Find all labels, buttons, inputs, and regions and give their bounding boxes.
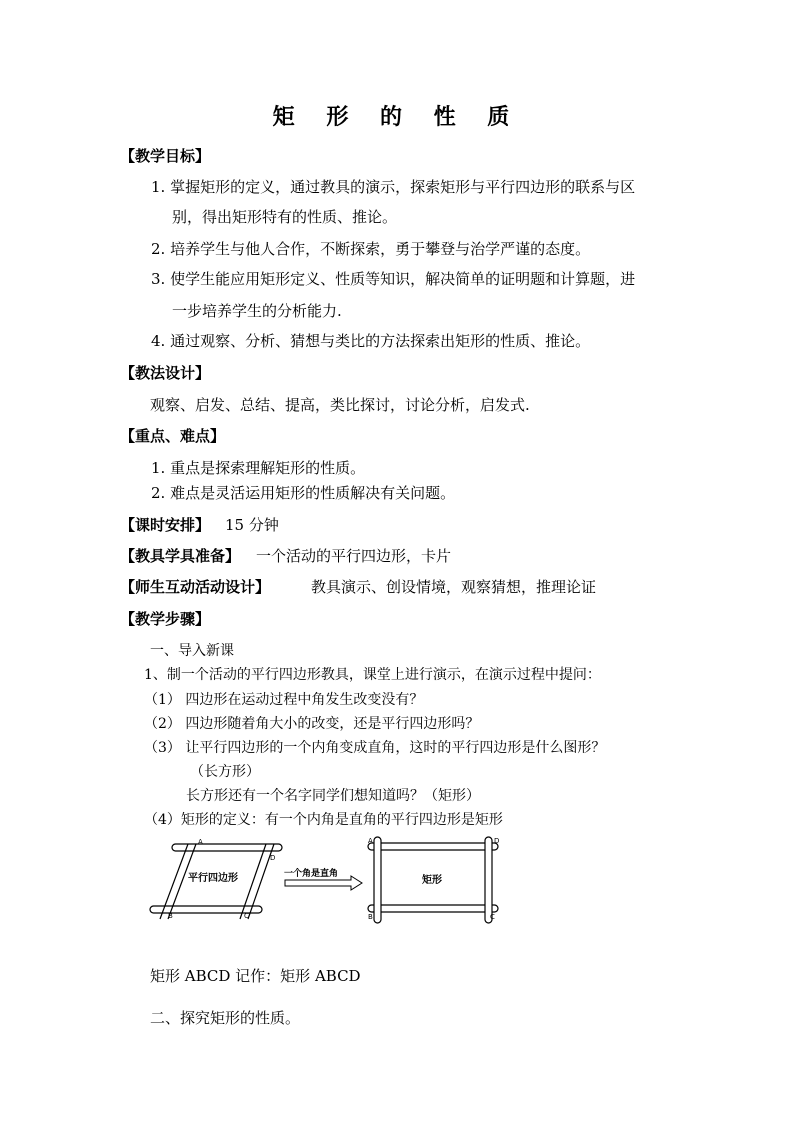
vertex-b-left: B bbox=[168, 912, 173, 920]
arrow-label: 一个角是直角 bbox=[284, 869, 339, 879]
part-2-title: 二、探究矩形的性质。 bbox=[150, 1009, 301, 1027]
method-heading: 【教法设计】 bbox=[120, 364, 211, 382]
page-title: 矩 形 的 性 质 bbox=[272, 105, 522, 130]
rectangle-right-bar bbox=[485, 837, 492, 923]
rectangle-bottom-bar bbox=[368, 905, 498, 912]
tools-text: 一个活动的平行四边形，卡片 bbox=[256, 547, 452, 565]
question-3: （3） 让平行四边形的一个内角变成直角，这时的平行四边形是什么图形？ bbox=[144, 740, 606, 756]
vertex-a-right: A bbox=[368, 837, 373, 845]
interaction-text: 教具演示、创设情境，观察猜想，推理论证 bbox=[311, 578, 597, 596]
key-heading: 【重点、难点】 bbox=[120, 427, 226, 445]
steps-heading: 【教学步骤】 bbox=[120, 610, 211, 628]
goal-item-2: 2. 培养学生与他人合作，不断探索，勇于攀登与治学严谨的态度。 bbox=[151, 240, 591, 258]
parallelogram-to-rectangle-figure bbox=[140, 835, 530, 930]
time-text: 15 分钟 bbox=[225, 516, 279, 534]
parallelogram-label: 平行四边形 bbox=[188, 873, 238, 884]
vertex-c-right: C bbox=[490, 913, 495, 921]
method-text: 观察、启发、总结、提高，类比探讨，讨论分析，启发式. bbox=[150, 396, 530, 414]
question-3-follow: 长方形还有一个名字同学们想知道吗？（矩形） bbox=[186, 788, 480, 804]
tools-heading: 【教具学具准备】 bbox=[120, 547, 241, 565]
goal-item-1-cont: 别，得出矩形特有的性质、推论。 bbox=[172, 208, 398, 226]
vertex-c-left: C bbox=[244, 912, 249, 920]
rectangle-top-bar bbox=[368, 843, 498, 850]
question-4: （4）矩形的定义：有一个内角是直角的平行四边形是矩形 bbox=[144, 812, 503, 828]
key-item-2: 2. 难点是灵活运用矩形的性质解决有关问题。 bbox=[151, 484, 456, 502]
notation-text: 矩形 ABCD 记作：矩形 ABCD bbox=[150, 967, 361, 985]
vertex-d-right: D bbox=[494, 837, 500, 845]
question-1: （1） 四边形在运动过程中角发生改变没有？ bbox=[144, 692, 424, 708]
answer-3: （长方形） bbox=[190, 764, 260, 780]
time-heading: 【课时安排】 bbox=[120, 516, 211, 534]
key-item-1: 1. 重点是探索理解矩形的性质。 bbox=[151, 459, 366, 477]
vertex-a-left: A bbox=[198, 838, 203, 846]
vertex-b-right: B bbox=[368, 913, 373, 921]
rectangle-label: 矩形 bbox=[422, 875, 442, 886]
goal-item-1: 1. 掌握矩形的定义，通过教具的演示，探索矩形与平行四边形的联系与区 bbox=[151, 178, 636, 196]
part-1-title: 一、导入新课 bbox=[150, 643, 234, 659]
question-2: （2） 四边形随着角大小的改变，还是平行四边形吗？ bbox=[144, 716, 480, 732]
goals-heading: 【教学目标】 bbox=[120, 147, 211, 165]
goal-item-4: 4. 通过观察、分析、猜想与类比的方法探索出矩形的性质、推论。 bbox=[151, 332, 591, 350]
goal-item-3-cont: 一步培养学生的分析能力. bbox=[172, 302, 342, 320]
interaction-heading: 【师生互动活动设计】 bbox=[120, 578, 271, 596]
step-1: 1、制一个活动的平行四边形教具，课堂上进行演示，在演示过程中提问： bbox=[144, 667, 601, 683]
rectangle-left-bar bbox=[374, 837, 381, 923]
goal-item-3: 3. 使学生能应用矩形定义、性质等知识，解决简单的证明题和计算题，进 bbox=[151, 270, 636, 288]
vertex-d-left: D bbox=[270, 854, 276, 862]
